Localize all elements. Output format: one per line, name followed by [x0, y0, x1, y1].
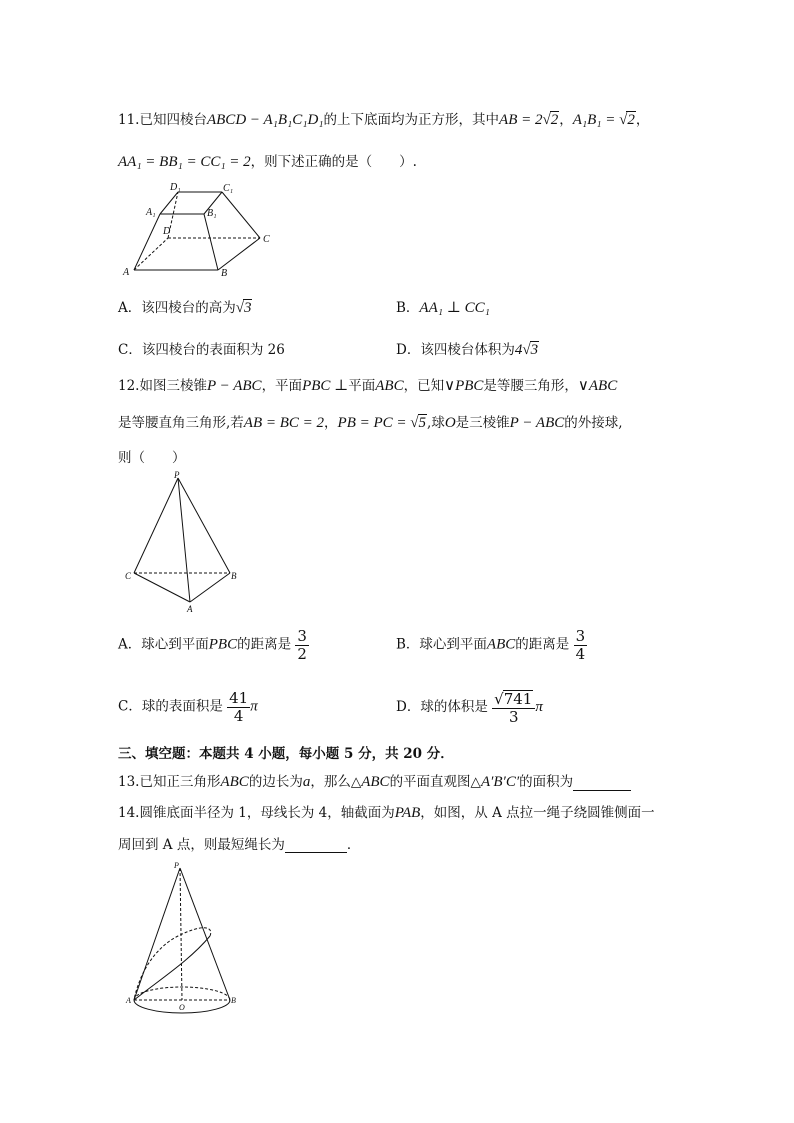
q11-option-c[interactable]: C．该四棱台的表面积为 26: [118, 342, 285, 358]
q12-line1: 12.如图三棱锥P − ABC，平面PBC ⊥平面ABC，已知∨PBC是等腰三角形，∨ABC: [118, 378, 618, 394]
label-B: B: [231, 571, 237, 581]
label-C: C: [263, 234, 270, 245]
q13-line: 13.已知正三角形ABC的边长为a，那么△ABC的平面直观图△A′B′C′的面积为: [118, 770, 631, 791]
label-A: A: [187, 604, 193, 614]
label-B1: B₁: [207, 208, 217, 219]
q11-option-d[interactable]: D．该四棱台体积为4√3: [396, 342, 539, 358]
label-P: P: [174, 470, 180, 480]
label-B: B: [231, 996, 236, 1005]
label-B: B: [221, 268, 228, 279]
q14-line2: 周回到 A 点，则最短绳长为 ．: [118, 837, 361, 853]
q11-line2: AA₁ = BB₁ = CC₁ = 2，则下述正确的是（ ）.: [118, 154, 417, 170]
label-A: A: [123, 267, 130, 278]
q11-frustum-figure: [118, 178, 288, 280]
answer-blank[interactable]: [285, 838, 347, 853]
q12-option-a[interactable]: A．球心到平面PBC的距离是 $\frac{3}{2}$: [118, 627, 307, 663]
q11-frustum-name: ABCD − A₁B₁C₁D₁: [206, 112, 324, 128]
label-C1: C₁: [223, 183, 234, 194]
label-D1: D₁: [170, 182, 181, 193]
fraction: $\frac{3}{4}$: [575, 627, 586, 663]
q14-line1: 14.圆锥底面半径为 1，母线长为 4，轴截面为PAB，如图，从 A 点拉一绳子绕圆锥侧面一: [118, 805, 655, 821]
q12-option-b[interactable]: B．球心到平面ABC的距离是 $\frac{3}{4}$: [396, 627, 586, 663]
section-three-title: 三、填空题：本题共 4 小题，每小题 5 分，共 20 分．: [118, 746, 454, 762]
q12-line3: 则（ ）: [118, 450, 186, 466]
label-D: D: [163, 226, 171, 237]
fraction: $\frac{√741}{3}$: [492, 690, 535, 725]
answer-blank[interactable]: [573, 776, 631, 791]
label-A1: A₁: [146, 207, 156, 218]
q12-line2: 是等腰直角三角形,若AB = BC = 2，PB = PC = √5,球O是三棱锥P − ABC的外接球,: [118, 415, 623, 431]
q12-option-d[interactable]: D．球的体积是 $\frac{√741}{3}$ π: [396, 690, 543, 726]
label-O: O: [179, 1003, 185, 1012]
fraction: $\frac{41}{4}$: [229, 689, 249, 725]
q11-option-a[interactable]: A．该四棱台的高为√3: [118, 300, 252, 316]
q11-line1: 11.已知四棱台ABCD − A₁B₁C₁D₁的上下底面均为正方形，其中AB = 2√2，A₁B₁ = √2，: [118, 112, 650, 128]
label-C: C: [125, 571, 132, 581]
label-A: A: [126, 996, 131, 1005]
fraction: $\frac{3}{2}$: [297, 627, 307, 663]
label-P: P: [174, 861, 179, 870]
q14-cone-figure: [118, 860, 248, 1020]
q12-option-c[interactable]: C．球的表面积是 $\frac{41}{4}$ π: [118, 689, 258, 725]
q11-option-b[interactable]: B．AA₁ ⊥ CC₁: [396, 300, 490, 316]
q12-pyramid-figure: [118, 470, 248, 615]
